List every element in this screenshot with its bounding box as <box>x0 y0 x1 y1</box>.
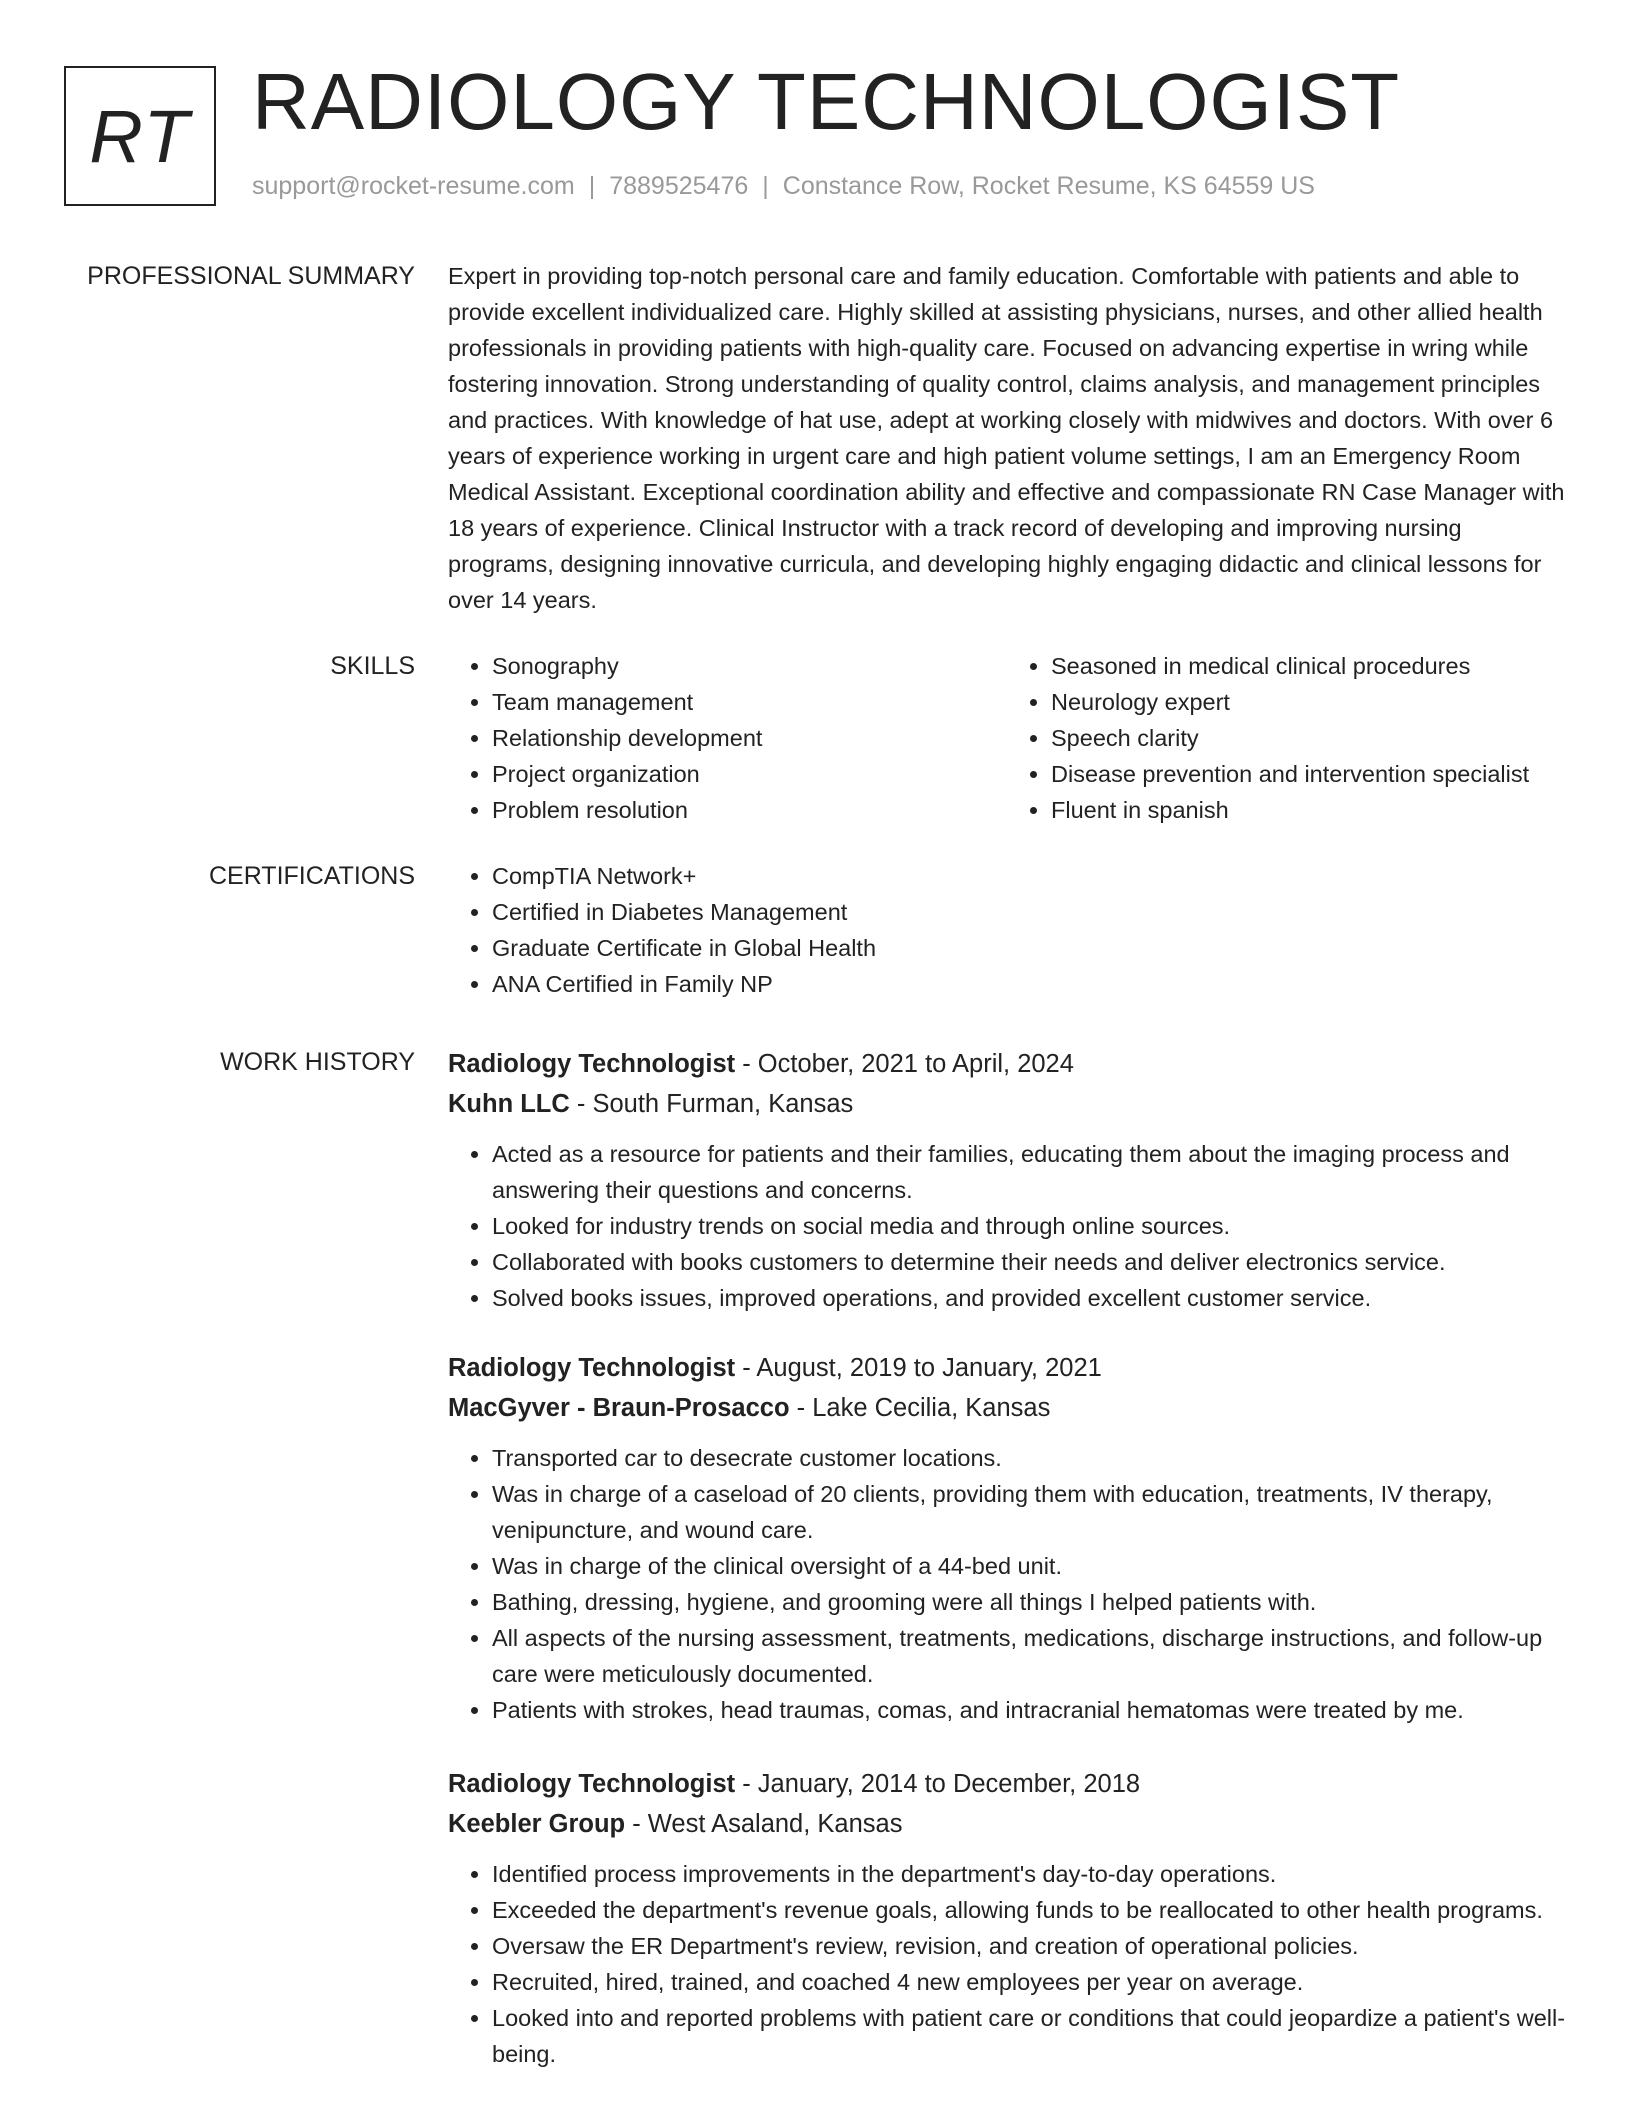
job-company: MacGyver - Braun-Prosacco <box>448 1394 790 1422</box>
certifications-label: CERTIFICATIONS <box>208 862 415 890</box>
job-bullets <box>448 1440 1566 1728</box>
summary-text: Expert in providing top-notch personal care and family education. Comfortable with patients and able to provide excellent individualized care. Highly skilled at assisting physicians, nurses, and other allied health professionals in providing patients with high-quality care. Focused on advancing expertise in wring while fostering innovation. Strong understanding of quality control, claims analysis, and management principles and practices. With knowledge of hat use, adept at working closely with midwives and doctors. With over 6 years of experience working in urgent care and high patient volume settings, I am an Emergency Room Medical Assistant. Exceptional coordination ability and effective and compassionate RN Case Manager with 18 years of experience. Clinical Instructor with a track record of developing and improving nursing programs, designing innovative curricula, and developing highly engaging didactic and clinical lessons for over 14 years. <box>448 263 1565 613</box>
skill-item: • Team management <box>492 684 1007 720</box>
skill-item: • Seasoned in medical clinical procedures <box>1051 648 1566 684</box>
skills-body <box>448 648 1566 828</box>
job-bullets <box>448 1136 1566 1316</box>
job-company-line <box>448 1084 1566 1124</box>
job-dates: - January, 2014 to December, 2018 <box>735 1770 1141 1798</box>
job-title: Radiology Technologist <box>448 1770 736 1798</box>
job-title: Radiology Technologist <box>448 1050 736 1078</box>
job-bullet: • Looked into and reported problems with patient care or conditions that could jeopardize a patient's well-being. <box>492 2000 1566 2072</box>
contact-separator: | <box>588 172 596 200</box>
job-entry <box>448 1044 1566 1316</box>
skill-item: • Problem resolution <box>492 792 1007 828</box>
job-bullet: • Looked for industry trends on social media and through online sources. <box>492 1208 1566 1244</box>
skill-item: • Fluent in spanish <box>1051 792 1566 828</box>
skill-item: • Speech clarity <box>1051 720 1566 756</box>
job-bullet: • Was in charge of the clinical oversight of a 44-bed unit. <box>492 1548 1566 1584</box>
contact-phone[interactable]: 7889525476 <box>609 172 749 200</box>
job-bullet: • Transported car to desecrate customer locations. <box>492 1440 1566 1476</box>
certifications-body <box>448 858 1566 1002</box>
skills-list-right <box>1007 648 1566 828</box>
certifications-list <box>448 858 1566 1002</box>
monogram: RT <box>64 66 216 206</box>
job-dates: - August, 2019 to January, 2021 <box>735 1354 1102 1382</box>
job-dates: - October, 2021 to April, 2024 <box>735 1050 1074 1078</box>
job-bullet: • Exceeded the department's revenue goals, allowing funds to be reallocated to other health programs. <box>492 1892 1566 1928</box>
job-company-line <box>448 1388 1566 1428</box>
job-title-line <box>448 1764 1566 1804</box>
contact-address: Constance Row, Rocket Resume, KS 64559 US <box>782 172 1315 200</box>
job-title-line <box>448 1044 1566 1084</box>
skills-list-left <box>448 648 1007 828</box>
job-bullet: • Patients with strokes, head traumas, comas, and intracranial hematomas were treated by me. <box>492 1692 1566 1728</box>
certification-item: • Graduate Certificate in Global Health <box>492 930 1566 966</box>
skill-item: • Project organization <box>492 756 1007 792</box>
job-bullet: • Solved books issues, improved operations, and provided excellent customer service. <box>492 1280 1566 1316</box>
job-bullet: • Bathing, dressing, hygiene, and grooming were all things I helped patients with. <box>492 1584 1566 1620</box>
job-company: Kuhn LLC <box>448 1090 570 1118</box>
job-location: - West Asaland, Kansas <box>625 1810 903 1838</box>
contact-separator: | <box>762 172 769 200</box>
job-bullet: • Recruited, hired, trained, and coached 4 new employees per year on average. <box>492 1964 1566 2000</box>
skills-label: SKILLS <box>330 652 415 680</box>
skill-item: • Sonography <box>492 648 1007 684</box>
job-location: - Lake Cecilia, Kansas <box>789 1394 1051 1422</box>
job-bullet: • Was in charge of a caseload of 20 clients, providing them with education, treatments, IV therapy, venipuncture, and wound care. <box>492 1476 1566 1548</box>
job-bullet: • All aspects of the nursing assessment, treatments, medications, discharge instructions, and follow-up care were meticulously documented. <box>492 1620 1566 1692</box>
summary-label: PROFESSIONAL SUMMARY <box>87 262 415 290</box>
certification-item: • ANA Certified in Family NP <box>492 966 1566 1002</box>
job-entry <box>448 1348 1566 1728</box>
work-history-label: WORK HISTORY <box>220 1048 415 1076</box>
job-bullet: • Acted as a resource for patients and their families, educating them about the imaging process and answering their questions and concerns. <box>492 1136 1566 1208</box>
resume-title: RADIOLOGY TECHNOLOGIST <box>252 57 1401 146</box>
certification-item: • CompTIA Network+ <box>492 858 1566 894</box>
job-company-line <box>448 1804 1566 1844</box>
skill-item: • Relationship development <box>492 720 1007 756</box>
contact-email[interactable]: support@rocket-resume.com <box>252 172 575 200</box>
job-location: - South Furman, Kansas <box>569 1090 854 1118</box>
certification-item: • Certified in Diabetes Management <box>492 894 1566 930</box>
contact-line <box>252 172 1315 201</box>
skill-item: • Neurology expert <box>1051 684 1566 720</box>
job-entry <box>448 1764 1566 2072</box>
job-bullet: • Oversaw the ER Department's review, revision, and creation of operational policies. <box>492 1928 1566 1964</box>
job-bullet: • Collaborated with books customers to determine their needs and deliver electronics service. <box>492 1244 1566 1280</box>
job-company: Keebler Group <box>448 1810 626 1838</box>
job-bullet: • Identified process improvements in the department's day-to-day operations. <box>492 1856 1566 1892</box>
job-title: Radiology Technologist <box>448 1354 736 1382</box>
summary-body <box>448 258 1566 618</box>
job-bullets <box>448 1856 1566 2072</box>
job-title-line <box>448 1348 1566 1388</box>
skill-item: • Disease prevention and intervention specialist <box>1051 756 1566 792</box>
